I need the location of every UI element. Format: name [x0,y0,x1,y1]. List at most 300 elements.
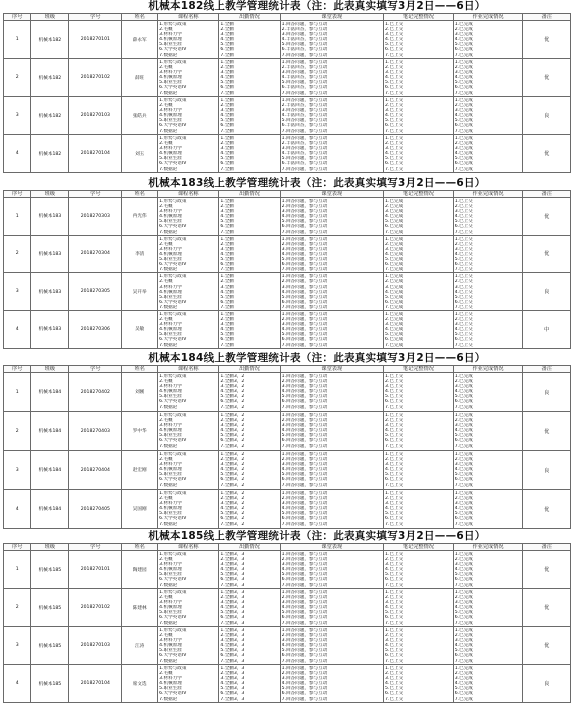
cell-no[interactable]: 2 [4,59,31,97]
column-header: 笔记完整情况 [384,191,454,198]
cell-performance[interactable] [280,21,383,59]
cell-name[interactable]: 陈建林 [122,589,158,627]
cell-performance[interactable] [280,97,383,135]
cell-notes[interactable] [384,235,454,273]
cell-attendance[interactable] [219,59,280,97]
cell-class[interactable]: 机械本183 [31,198,69,236]
cell-notes-line: 4.已上交 [385,643,404,649]
stats-table [3,190,571,349]
cell-performance-line: 5.回答问题，参与互动 [281,294,328,300]
cell-homework[interactable] [453,589,523,627]
cell-courses-line: 7.数据论 [159,582,178,588]
cell-attendance-line: 3.全勤3，2 [220,423,245,429]
cell-performance-line: 6.回答问题，参与互动 [281,653,328,659]
cell-notes[interactable] [384,627,454,665]
cell-no[interactable]: 2 [4,235,31,273]
cell-class[interactable]: 机械本183 [31,273,69,311]
cell-performance-line: 7.回答问题，参与互动 [281,620,328,626]
cell-homework-line: 3.已上交 [454,284,473,290]
column-header: 笔记完整情况 [384,544,454,551]
cell-performance-line: 5.回答问题，参与互动 [281,394,328,400]
cell-student-id[interactable]: 2018270101 [69,21,122,59]
cell-attendance[interactable] [219,551,280,589]
cell-attendance-line: 2.全勤 [220,279,234,285]
cell-courses-line: 7.数据论 [159,658,178,664]
cell-performance-line: 2.丰富回答，参与互动 [281,27,328,33]
cell-attendance[interactable] [219,490,280,529]
cell-class[interactable]: 机械本183 [31,235,69,273]
cell-courses-line: 7.数据论 [159,443,178,449]
cell-performance-line: 7.回答问题，参与互动 [281,482,328,488]
cell-performance-line: 5.回答问题，参与互动 [281,156,328,162]
table-row [4,412,571,451]
cell-performance[interactable] [280,665,383,703]
cell-courses-line: 5.职业生涯 [159,433,182,439]
cell-notes[interactable] [384,59,454,97]
cell-class[interactable]: 机械本183 [31,310,69,348]
cell-performance[interactable] [280,589,383,627]
cell-performance-line: 7.回答问题，参与互动 [281,521,328,527]
cell-courses[interactable] [158,627,219,665]
cell-name[interactable]: 刘刚 [122,373,158,412]
cell-class[interactable]: 机械本185 [31,551,69,589]
cell-courses[interactable] [158,490,219,529]
cell-student-id[interactable]: 2018270102 [69,589,122,627]
column-header: 姓名 [122,191,158,198]
cell-performance[interactable] [280,310,383,348]
cell-remark[interactable]: 优 [523,198,571,236]
cell-notes-line: 2.已完成 [385,317,404,323]
cell-attendance-line: 3.全勤 [220,209,234,215]
cell-attendance-line: 3.全勤 [220,246,234,252]
cell-remark[interactable]: 优 [523,490,571,529]
cell-student-id[interactable]: 2018270403 [69,412,122,451]
cell-homework-line: 4.已完成 [454,151,473,157]
cell-performance[interactable] [280,451,383,490]
cell-class[interactable]: 机械本184 [31,451,69,490]
column-header: 课程名称 [158,14,219,21]
cell-remark[interactable]: 优 [523,627,571,665]
cell-class[interactable]: 机械本185 [31,589,69,627]
cell-homework[interactable] [453,310,523,348]
column-header: 笔记完整情况 [384,366,454,373]
cell-notes-line: 2.已上交 [385,418,404,424]
cell-notes[interactable] [384,665,454,703]
cell-homework[interactable] [453,59,523,97]
cell-homework[interactable] [453,97,523,135]
cell-class[interactable]: 机械本184 [31,490,69,529]
cell-notes-line: 7.已上交 [385,620,404,626]
cell-performance-line: 4.丰富回答，参与互动 [281,113,328,119]
cell-courses-line: 6.大学英语IV [159,262,187,268]
column-header: 备注 [523,544,571,551]
cell-courses-line: 6.大学英语IV [159,299,187,305]
cell-homework[interactable] [453,665,523,703]
cell-name[interactable]: 李清 [122,235,158,273]
cell-homework[interactable] [453,135,523,173]
cell-homework-line: 7.已完成 [454,404,473,410]
cell-courses-line: 7.数据论 [159,229,178,235]
cell-attendance-line: 5.全勤3，2 [220,433,245,439]
cell-student-id[interactable]: 2018270305 [69,273,122,311]
cell-courses[interactable] [158,59,219,97]
cell-notes-line: 5.已上交 [385,472,404,478]
cell-performance[interactable] [280,627,383,665]
column-header: 备注 [523,366,571,373]
cell-homework-line: 6.已完成 [454,85,473,91]
cell-homework-line: 5.已上交 [454,219,473,225]
cell-notes[interactable] [384,373,454,412]
cell-homework[interactable] [453,412,523,451]
cell-performance[interactable] [280,551,383,589]
cell-attendance-line: 3.全勤3，3 [220,676,245,682]
cell-remark[interactable]: 中 [523,310,571,348]
cell-performance[interactable] [280,198,383,236]
cell-homework[interactable] [453,551,523,589]
cell-notes-line: 2.已上交 [385,457,404,463]
cell-class[interactable]: 机械本182 [31,21,69,59]
cell-courses-line: 4.机械原理 [159,37,182,43]
cell-attendance[interactable] [219,412,280,451]
cell-homework-line: 1.已上交 [454,274,473,280]
cell-homework-line: 5.已完成 [454,511,473,517]
cell-attendance[interactable] [219,273,280,311]
cell-attendance[interactable] [219,310,280,348]
cell-performance[interactable] [280,412,383,451]
cell-name[interactable]: 冉光伟 [122,198,158,236]
cell-no[interactable]: 3 [4,97,31,135]
cell-notes-line: 7.已上交 [385,658,404,664]
cell-homework[interactable] [453,235,523,273]
cell-courses-line: 4.机械原理 [159,113,182,119]
cell-courses[interactable] [158,412,219,451]
cell-homework-line: 4.已完成 [454,37,473,43]
cell-remark[interactable]: 优 [523,235,571,273]
cell-homework[interactable] [453,21,523,59]
cell-attendance[interactable] [219,97,280,135]
column-header: 课程名称 [158,544,219,551]
header-row [4,544,571,551]
cell-attendance[interactable] [219,665,280,703]
cell-homework-line: 1.已完成 [454,552,473,557]
cell-notes[interactable] [384,589,454,627]
cell-attendance[interactable] [219,135,280,173]
cell-homework-line: 1.已上交 [454,311,473,317]
cell-performance-line: 7.回答问题，参与互动 [281,696,328,702]
cell-notes-line: 1.已上交 [385,628,404,633]
cell-performance[interactable] [280,59,383,97]
cell-courses[interactable] [158,451,219,490]
cell-performance-line: 3.回答问题，参与互动 [281,600,328,606]
cell-no[interactable]: 3 [4,627,31,665]
cell-student-id[interactable]: 2018270405 [69,490,122,529]
cell-remark[interactable]: 良 [523,451,571,490]
column-header: 作业完成情况 [453,14,523,21]
cell-name[interactable]: 薛旺 [122,59,158,97]
cell-performance-line: 4.丰富回答，参与互动 [281,75,328,81]
cell-performance-line: 2.丰富回答，参与互动 [281,141,328,147]
cell-courses[interactable] [158,97,219,135]
cell-notes-line: 7.已上交 [385,521,404,527]
cell-homework-line: 6.已完成 [454,577,473,583]
cell-student-id[interactable]: 2018270104 [69,665,122,703]
cell-notes[interactable] [384,412,454,451]
cell-attendance-line: 5.全勤3，3 [220,648,245,654]
cell-attendance[interactable] [219,373,280,412]
cell-courses[interactable] [158,551,219,589]
cell-remark[interactable]: 优 [523,59,571,97]
cell-performance[interactable] [280,373,383,412]
cell-homework[interactable] [453,627,523,665]
cell-name[interactable]: 吴国刚 [122,490,158,529]
cell-performance[interactable] [280,273,383,311]
cell-performance-line: 4.回答问题，参与互动 [281,389,328,395]
cell-homework[interactable] [453,451,523,490]
cell-performance-line: 2.丰富回答，参与互动 [281,103,328,109]
cell-performance-line: 4.回答问题，参与互动 [281,214,328,220]
cell-performance-line: 1.回答问题，参与互动 [281,590,328,595]
cell-notes-line: 6.已上交 [385,653,404,659]
cell-courses[interactable] [158,665,219,703]
cell-name[interactable]: 吴开举 [122,273,158,311]
cell-homework[interactable] [453,490,523,529]
cell-attendance-line: 2.全勤3，2 [220,418,245,424]
cell-student-id[interactable]: 2018270104 [69,135,122,173]
cell-performance-line: 7.回答问题，参与互动 [281,267,328,273]
cell-performance-line: 4.丰富回答，参与互动 [281,151,328,157]
cell-attendance-line: 7.全勤3，2 [220,521,245,527]
cell-homework-line: 5.已上交 [454,257,473,263]
column-header: 课堂表现 [280,191,383,198]
cell-performance[interactable] [280,235,383,273]
cell-remark[interactable]: 优 [523,21,571,59]
cell-notes-line: 2.已上交 [385,557,404,563]
cell-notes[interactable] [384,135,454,173]
cell-attendance-line: 1.全勤 [220,98,234,103]
table-row [4,589,571,627]
cell-name[interactable]: 薛永军 [122,21,158,59]
cell-class[interactable]: 机械本184 [31,412,69,451]
cell-courses-line: 5.职业生涯 [159,472,182,478]
cell-no[interactable]: 1 [4,21,31,59]
cell-courses[interactable] [158,373,219,412]
cell-notes[interactable] [384,198,454,236]
cell-courses-line: 1.形势与政策 [159,136,187,141]
cell-remark[interactable]: 优 [523,589,571,627]
cell-attendance[interactable] [219,589,280,627]
cell-performance-line: 6.回答问题，参与互动 [281,516,328,522]
table-row [4,135,571,173]
cell-student-id[interactable]: 2018270102 [69,59,122,97]
cell-notes-line: 6.已完成 [385,337,404,343]
cell-performance-line: 1.回答问题，参与互动 [281,22,328,27]
cell-homework[interactable] [453,198,523,236]
cell-student-id[interactable]: 2018270101 [69,551,122,589]
cell-notes-line: 7.已上交 [385,482,404,488]
cell-notes[interactable] [384,451,454,490]
cell-notes-line: 6.已上交 [385,577,404,583]
cell-no[interactable]: 4 [4,490,31,529]
cell-student-id[interactable]: 2018270404 [69,451,122,490]
cell-homework-line: 3.已完成 [454,32,473,38]
cell-courses[interactable] [158,310,219,348]
cell-name[interactable]: 陶建园 [122,551,158,589]
cell-notes-line: 6.已完成 [385,299,404,305]
cell-homework-line: 4.已完成 [454,605,473,611]
cell-homework-line: 3.已完成 [454,638,473,644]
cell-attendance[interactable] [219,451,280,490]
cell-notes-line: 2.已上交 [385,595,404,601]
cell-homework-line: 5.已完成 [454,156,473,162]
cell-class[interactable]: 机械本182 [31,97,69,135]
cell-name[interactable]: 吴敏 [122,310,158,348]
cell-attendance-line: 6.全勤 [220,299,234,305]
cell-homework-line: 7.已上交 [454,304,473,310]
cell-remark[interactable]: 良 [523,273,571,311]
cell-no[interactable]: 3 [4,451,31,490]
cell-class[interactable]: 机械本182 [31,59,69,97]
cell-attendance[interactable] [219,198,280,236]
cell-attendance[interactable] [219,627,280,665]
cell-attendance-line: 1.全勤 [220,199,234,204]
cell-homework[interactable] [453,373,523,412]
cell-notes-line: 5.已上交 [385,572,404,578]
cell-student-id[interactable]: 2018270303 [69,198,122,236]
cell-attendance-line: 5.全勤 [220,219,234,225]
cell-courses-line: 5.职业生涯 [159,156,182,162]
cell-attendance-line: 1.全勤3，2 [220,452,245,457]
cell-notes-line: 2.已上交 [385,496,404,502]
cell-notes[interactable] [384,490,454,529]
cell-remark[interactable]: 良 [523,665,571,703]
cell-notes[interactable] [384,273,454,311]
cell-no[interactable]: 4 [4,310,31,348]
cell-courses-line: 5.职业生涯 [159,42,182,48]
cell-homework-line: 4.已上交 [454,214,473,220]
cell-no[interactable]: 1 [4,198,31,236]
cell-courses-line: 4.机械原理 [159,506,182,512]
table-title: 机械本183线上教学管理统计表（注：此表真实填写3月2日——6日） [148,177,486,189]
cell-remark[interactable]: 良 [523,97,571,135]
cell-homework-line: 1.已完成 [454,452,473,457]
cell-homework-line: 5.已完成 [454,394,473,400]
cell-name[interactable]: 席文选 [122,665,158,703]
cell-remark[interactable]: 优 [523,135,571,173]
cell-student-id[interactable]: 2018270306 [69,310,122,348]
cell-notes[interactable] [384,21,454,59]
cell-attendance[interactable] [219,21,280,59]
cell-remark[interactable]: 良 [523,373,571,412]
cell-performance-line: 3.回答问题，参与互动 [281,423,328,429]
cell-performance[interactable] [280,490,383,529]
cell-notes[interactable] [384,551,454,589]
cell-remark[interactable]: 优 [523,412,571,451]
cell-name[interactable]: 罗中华 [122,412,158,451]
cell-performance-line: 1.回答问题，参与互动 [281,274,328,280]
cell-homework-line: 6.已完成 [454,123,473,129]
cell-student-id[interactable]: 2018270103 [69,97,122,135]
cell-attendance-line: 3.全勤 [220,70,234,76]
cell-courses[interactable] [158,235,219,273]
cell-homework[interactable] [453,273,523,311]
cell-homework-line: 7.已完成 [454,482,473,488]
cell-courses-line: 5.职业生涯 [159,118,182,124]
cell-courses[interactable] [158,273,219,311]
cell-courses-line: 2.毛概 [159,204,173,210]
cell-performance-line: 6.回答问题，参与互动 [281,438,328,444]
column-header: 作业完成情况 [453,366,523,373]
cell-performance-line: 6.丰富回答，参与互动 [281,85,328,91]
cell-attendance-line: 4.全勤 [220,37,234,43]
cell-notes[interactable] [384,310,454,348]
cell-notes-line: 7.已完成 [385,342,404,348]
cell-notes-line: 3.已上交 [385,462,404,468]
cell-homework-line: 5.已上交 [454,332,473,338]
cell-courses[interactable] [158,589,219,627]
cell-no[interactable]: 4 [4,135,31,173]
cell-attendance-line: 4.全勤3，3 [220,605,245,611]
cell-no[interactable]: 1 [4,551,31,589]
cell-name[interactable]: 刘玉 [122,135,158,173]
cell-notes-line: 5.已完成 [385,219,404,225]
cell-name[interactable]: 江涛 [122,627,158,665]
cell-no[interactable]: 3 [4,273,31,311]
cell-class[interactable]: 机械本185 [31,665,69,703]
cell-no[interactable]: 2 [4,412,31,451]
cell-name[interactable]: 张皓兵 [122,97,158,135]
cell-homework-line: 4.已上交 [454,327,473,333]
cell-no[interactable]: 1 [4,373,31,412]
cell-performance[interactable] [280,135,383,173]
cell-name[interactable]: 赵宏刚 [122,451,158,490]
cell-courses[interactable] [158,135,219,173]
cell-performance-line: 1.回答问题，参与互动 [281,666,328,671]
cell-courses[interactable] [158,198,219,236]
cell-performance-line: 7.回答问题，参与互动 [281,342,328,348]
cell-attendance-line: 1.全勤3，3 [220,552,245,557]
cell-class[interactable]: 机械本185 [31,627,69,665]
cell-performance-line: 1.回答问题，参与互动 [281,311,328,317]
cell-attendance-line: 7.全勤3，3 [220,658,245,664]
cell-notes-line: 5.已上交 [385,511,404,517]
cell-performance-line: 6.回答问题，参与互动 [281,691,328,697]
cell-student-id[interactable]: 2018270304 [69,235,122,273]
cell-notes-line: 4.已上交 [385,37,404,43]
cell-attendance-line: 7.全勤 [220,128,234,134]
cell-courses-line: 1.形势与政策 [159,491,187,496]
cell-performance-line: 2.回答问题，参与互动 [281,241,328,247]
cell-no[interactable]: 4 [4,665,31,703]
cell-notes[interactable] [384,97,454,135]
cell-notes-line: 5.已上交 [385,610,404,616]
cell-courses[interactable] [158,21,219,59]
cell-class[interactable]: 机械本182 [31,135,69,173]
cell-attendance[interactable] [219,235,280,273]
cell-attendance-line: 3.全勤3，2 [220,501,245,507]
cell-courses-line: 3.材料力学 [159,423,182,429]
cell-performance-line: 4.回答问题，参与互动 [281,428,328,434]
cell-remark[interactable]: 优 [523,551,571,589]
cell-attendance-line: 3.全勤3，2 [220,384,245,390]
cell-performance-line: 1.回答问题，参与互动 [281,199,328,204]
cell-student-id[interactable]: 2018270103 [69,627,122,665]
cell-no[interactable]: 2 [4,589,31,627]
cell-courses-line: 7.数据论 [159,90,178,96]
cell-courses-line: 2.毛概 [159,103,173,109]
cell-class[interactable]: 机械本184 [31,373,69,412]
cell-notes-line: 3.已完成 [385,322,404,328]
cell-student-id[interactable]: 2018270402 [69,373,122,412]
